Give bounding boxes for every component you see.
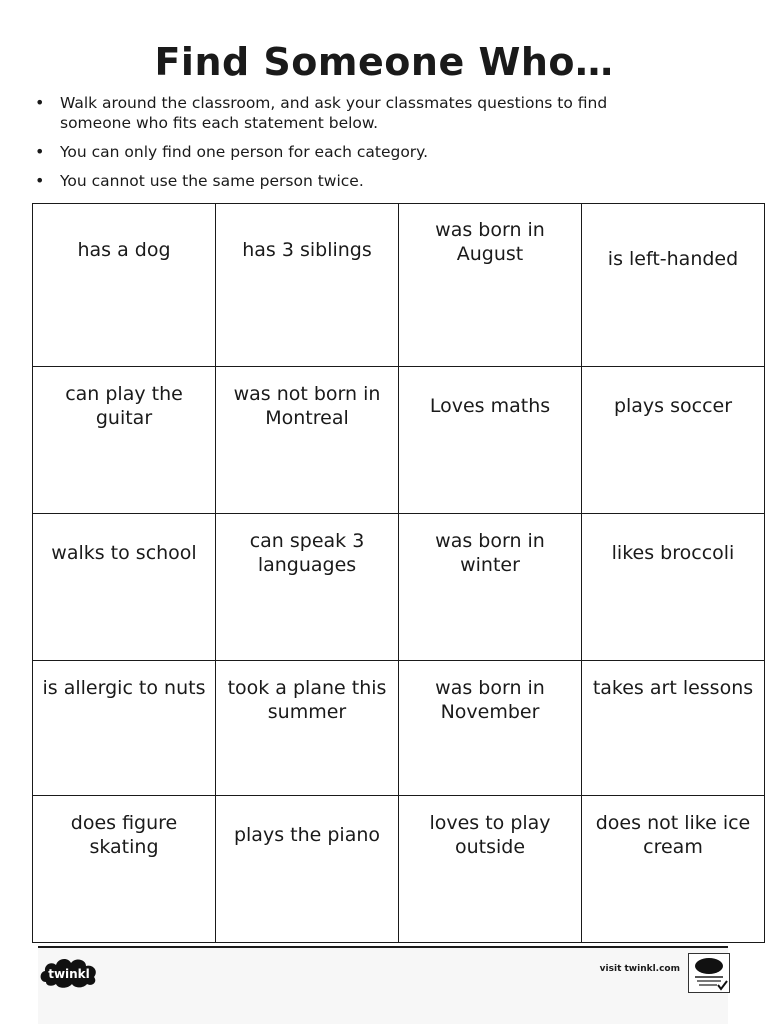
grid-cell: walks to school xyxy=(33,514,216,661)
grid-cell: can play the guitar xyxy=(33,367,216,514)
grid-cell: loves to play outside xyxy=(399,796,582,943)
grid-cell: plays the piano xyxy=(216,796,399,943)
instruction-item: • Walk around the classroom, and ask your classmates questions to find someone who fits each statement below. xyxy=(35,93,675,133)
grid-cell: took a plane this summer xyxy=(216,661,399,796)
grid-row xyxy=(33,514,765,661)
grid-cell: was born in November xyxy=(399,661,582,796)
visit-website-text: visit twinkl.com xyxy=(599,964,680,974)
footer xyxy=(38,948,728,1024)
instructions-list xyxy=(35,93,675,200)
grid-cell: can speak 3 languages xyxy=(216,514,399,661)
grid-cell: Loves maths xyxy=(399,367,582,514)
grid-cell: does figure skating xyxy=(33,796,216,943)
grid-cell: does not like ice cream xyxy=(582,796,765,943)
grid-row xyxy=(33,661,765,796)
grid-row xyxy=(33,796,765,943)
grid-cell: was not born in Montreal xyxy=(216,367,399,514)
grid-cell: is left-handed xyxy=(582,204,765,367)
instruction-item: • You can only find one person for each category. xyxy=(35,142,675,162)
grid-cell: takes art lessons xyxy=(582,661,765,796)
grid-cell: plays soccer xyxy=(582,367,765,514)
grid-row xyxy=(33,367,765,514)
grid-cell: was born in winter xyxy=(399,514,582,661)
grid-cell: is allergic to nuts xyxy=(33,661,216,796)
grid-row xyxy=(33,204,765,367)
quality-standard-badge-icon xyxy=(688,953,730,993)
grid-cell: has 3 siblings xyxy=(216,204,399,367)
instruction-item: • You cannot use the same person twice. xyxy=(35,171,675,191)
bingo-grid xyxy=(32,203,765,943)
grid-cell: was born in August xyxy=(399,204,582,367)
grid-cell: has a dog xyxy=(33,204,216,367)
grid-cell: likes broccoli xyxy=(582,514,765,661)
svg-text:twinkl: twinkl xyxy=(48,967,90,981)
page-title: Find Someone Who… xyxy=(154,40,614,84)
twinkl-logo xyxy=(38,952,100,990)
